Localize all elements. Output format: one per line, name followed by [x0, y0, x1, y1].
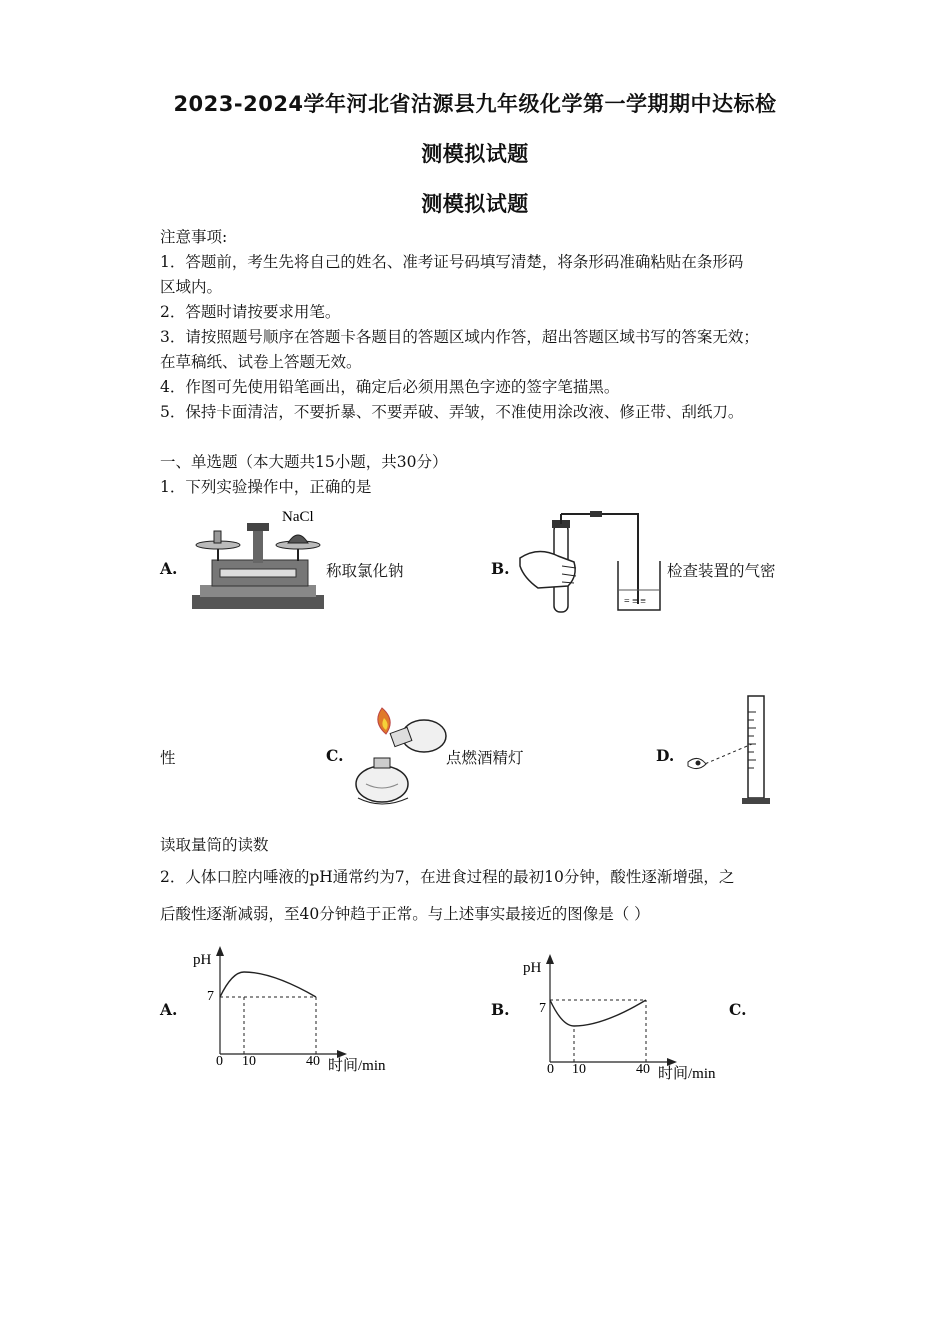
q2-option-b-label: B.: [491, 1000, 510, 1019]
y-axis-label: pH: [193, 952, 212, 968]
y-tick-7: 7: [207, 989, 214, 1004]
sight-line: [700, 744, 752, 766]
ph-curve-a: [220, 972, 316, 997]
x-axis-arrow: [667, 1058, 677, 1066]
alcohol-lamp-illustration: [352, 702, 452, 810]
lit-lamp: [356, 766, 408, 802]
q1-option-b-text-cont: 性: [160, 749, 176, 767]
ph-chart-b: [515, 950, 735, 1090]
y-axis-label: pH: [523, 960, 542, 976]
x-tick-40: 40: [306, 1054, 320, 1069]
q1-option-c-text: 点燃酒精灯: [446, 749, 524, 767]
q1-option-b-text: 检查装置的气密: [667, 562, 776, 580]
graduated-cylinder-illustration: [686, 692, 781, 808]
x-tick-40: 40: [636, 1062, 650, 1077]
airtightness-illustration: [518, 506, 668, 616]
balance-base: [192, 595, 324, 609]
notice-item: 3．请按照题号顺序在答题卡各题目的答题区域内作答，超出答题区域书写的答案无效；: [160, 328, 759, 346]
notice-heading: 注意事项:: [160, 228, 228, 246]
y-axis-arrow: [216, 946, 224, 956]
svg-text:= ≡ ≡: = ≡ ≡: [624, 596, 646, 607]
weight-icon: [214, 531, 221, 543]
notice-item: 4．作图可先使用铅笔画出，确定后必须用黑色字迹的签字笔描黑。: [160, 378, 620, 396]
paper-title-line3: 测模拟试题: [421, 192, 529, 216]
paper-title-line1: 2023-2024学年河北省沽源县九年级化学第一学期期中达标检: [173, 92, 777, 116]
salt-pile-icon: [288, 535, 308, 543]
notice-item: 在草稿纸、试卷上答题无效。: [160, 353, 362, 371]
x-axis-label: 时间/min: [658, 1066, 716, 1082]
q2-option-a-label: A.: [160, 1000, 178, 1019]
notice-item: 5．保持卡面清洁，不要折暴、不要弄破、弄皱，不准使用涂改液、修正带、刮纸刀。: [160, 403, 744, 421]
q1-option-d-label: D.: [656, 746, 675, 765]
x-axis-label: 时间/min: [328, 1058, 386, 1074]
q1-option-a-text: 称取氯化钠: [326, 562, 404, 580]
q1-option-b-label: B.: [491, 559, 510, 578]
x-axis-arrow: [337, 1050, 347, 1058]
ph-curve-b: [550, 1000, 646, 1026]
x-tick-0: 0: [216, 1054, 223, 1069]
notice-item: 1．答题前，考生先将自己的姓名、准考证号码填写清楚，将条形码准确粘贴在条形码: [160, 253, 744, 271]
nacl-label: NaCl: [282, 509, 314, 525]
cylinder: [748, 696, 764, 798]
nacl-label-svg: [282, 506, 322, 526]
q1-option-d-text: 读取量筒的读数: [160, 836, 269, 854]
notice-item: 区域内。: [160, 278, 223, 296]
x-tick-0: 0: [547, 1062, 554, 1077]
q1-stem: 1．下列实验操作中，正确的是: [160, 478, 372, 496]
q1-option-a-label: A.: [160, 559, 178, 578]
q2-option-c-label: C.: [729, 1000, 747, 1019]
section-heading: 一、单选题（本大题共15小题，共30分）: [160, 453, 448, 471]
x-tick-10: 10: [572, 1062, 586, 1077]
paper-title-line2: 测模拟试题: [421, 142, 529, 166]
x-tick-10: 10: [242, 1054, 256, 1069]
q1-option-c-label: C.: [326, 746, 344, 765]
ph-chart-a: [185, 942, 405, 1082]
q2-stem-line2: 后酸性逐渐减弱，至40分钟趋于正常。与上述事实最接近的图像是（ ）: [160, 905, 650, 923]
notice-item: 2．答题时请按要求用笔。: [160, 303, 341, 321]
q2-stem-line1: 2．人体口腔内唾液的pH通常约为7，在进食过程的最初10分钟，酸性逐渐增强，之: [160, 868, 735, 886]
y-axis-arrow: [546, 954, 554, 964]
y-tick-7: 7: [539, 1001, 546, 1016]
